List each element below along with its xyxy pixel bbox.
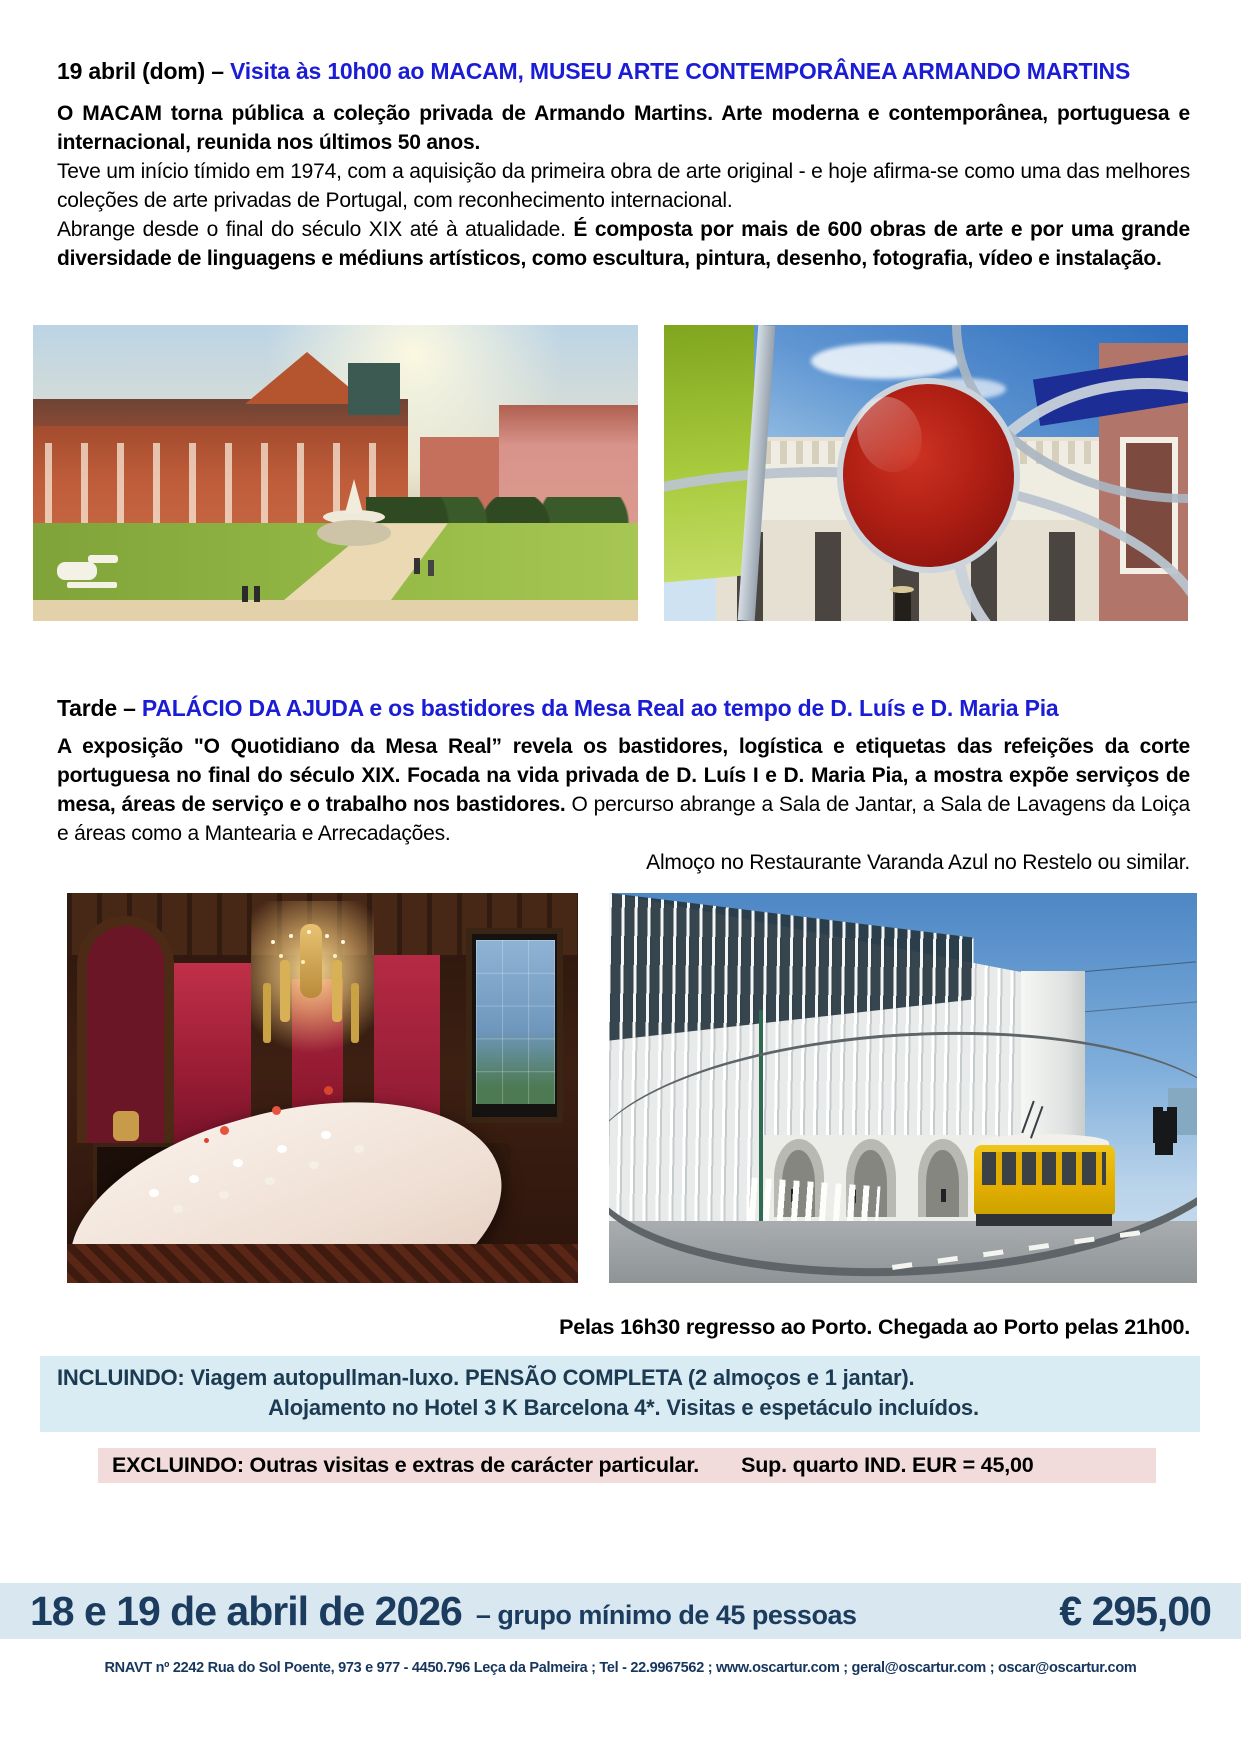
day-heading — [57, 58, 1190, 85]
boardwalk-edge — [33, 600, 638, 621]
agency-footer: RNAVT nº 2242 Rua do Sol Poente, 973 e 977 - 4450.796 Leça da Palmeira ; Tel - 22.9967562 ; www.oscartur.com ; geral@oscartur.com ; oscar@oscartur.com — [104, 1660, 1137, 1676]
lunch-note: Almoço no Restaurante Varanda Azul no Restelo ou similar. — [646, 851, 1190, 874]
parquet-floor — [67, 1244, 578, 1283]
day-date-label: 19 abril (dom) — [57, 58, 206, 84]
macam-mirror-installation-photo — [664, 325, 1188, 621]
mirror-arch — [77, 916, 174, 1142]
afternoon-paragraph-bold: A exposição "O Quotidiano da Mesa Real” revela os bastidores, logística e etiquetas das refeições da corte portuguesa no final do século XIX. Focada na vida privada de D. Luís I e D. Maria Pia, a mostra expõe serviços de mesa, áreas de serviço e o trabalho nos bastidores. — [57, 735, 1190, 816]
sail-sculpture — [345, 479, 363, 513]
photo-row-afternoon — [67, 893, 1190, 1283]
excluding-bar — [98, 1448, 1156, 1483]
white-museum-tram-photo — [609, 893, 1197, 1283]
palace-windows — [45, 443, 396, 532]
afternoon-heading — [57, 695, 1190, 722]
visitor — [895, 591, 911, 621]
afternoon-label: Tarde – — [57, 695, 136, 721]
cloud — [811, 343, 961, 379]
intro-paragraph-2: Teve um início tímido em 1974, com a aquisição da primeira obra de arte original - e hoje afirma-se como uma das melhores coleções de arte privadas de Portugal, com reconhecimento internacional. — [57, 160, 1190, 212]
ajuda-dining-room-photo — [67, 893, 578, 1283]
mantel-clock — [113, 1111, 139, 1141]
intro-paragraph-3-bold: É composta por mais de 600 obras de arte e por uma grande diversidade de linguagens e médiuns artísticos, como escultura, pintura, desenho, fotografia, vídeo e instalação. — [57, 218, 1190, 270]
price-bar — [0, 1583, 1241, 1639]
intro-paragraph-3 — [57, 215, 1190, 273]
tram-windows — [982, 1152, 1106, 1185]
yellow-tram — [974, 1119, 1115, 1228]
intro-paragraph-1: O MACAM torna pública a coleção privada de Armando Martins. Arte moderna e contemporânea, portuguesa e internacional, reunida nos últimos 50 anos. — [57, 102, 1190, 154]
return-note: Pelas 16h30 regresso ao Porto. Chegada ao Porto pelas 21h00. — [559, 1315, 1190, 1339]
single-room-supplement: Sup. quarto IND. EUR = 45,00 — [741, 1453, 1034, 1477]
place-settings — [149, 1189, 159, 1197]
trip-price: € 295,00 — [1059, 1587, 1211, 1634]
heading-dash: – — [211, 58, 224, 84]
afternoon-paragraph-regular: O percurso abrange a Sala de Jantar, a Sala de Lavagens da Loiça e áreas como a Mantearia e Arrecadações. — [57, 793, 1190, 845]
afternoon-title: PALÁCIO DA AJUDA e os bastidores da Mesa Real ao tempo de D. Luís e D. Maria Pia — [141, 695, 1059, 721]
including-line-2: Alojamento no Hotel 3 K Barcelona 4*. Visitas e espetáculo incluídos. — [268, 1395, 979, 1420]
including-line-1: INCLUINDO: Viagem autopullman-luxo. PENSÃO COMPLETA (2 almoços e 1 jantar). — [57, 1365, 915, 1390]
group-minimum: – grupo mínimo de 45 pessoas — [475, 1599, 857, 1630]
photographer — [1155, 1111, 1173, 1155]
excluding-text: EXCLUINDO: Outras visitas e extras de carácter particular. — [112, 1453, 700, 1477]
people — [414, 558, 420, 574]
trip-dates: 18 e 19 de abril de 2026 — [30, 1587, 462, 1634]
including-box — [40, 1356, 1200, 1432]
chandelier — [300, 924, 322, 998]
day-title: Visita às 10h00 ao MACAM, MUSEU ARTE CONTEMPORÂNEA ARMANDO MARTINS — [230, 58, 1131, 84]
macam-courtyard-photo — [33, 325, 638, 621]
afternoon-paragraph — [57, 732, 1190, 848]
palace-tower — [348, 363, 400, 415]
deer-sculpture — [57, 562, 97, 580]
window-panes — [476, 940, 555, 1104]
photo-row-morning — [33, 325, 1190, 621]
tram-undercarriage — [976, 1214, 1111, 1226]
intro-paragraph-3-regular: Abrange desde o final do século XIX até à atualidade. — [57, 218, 574, 241]
